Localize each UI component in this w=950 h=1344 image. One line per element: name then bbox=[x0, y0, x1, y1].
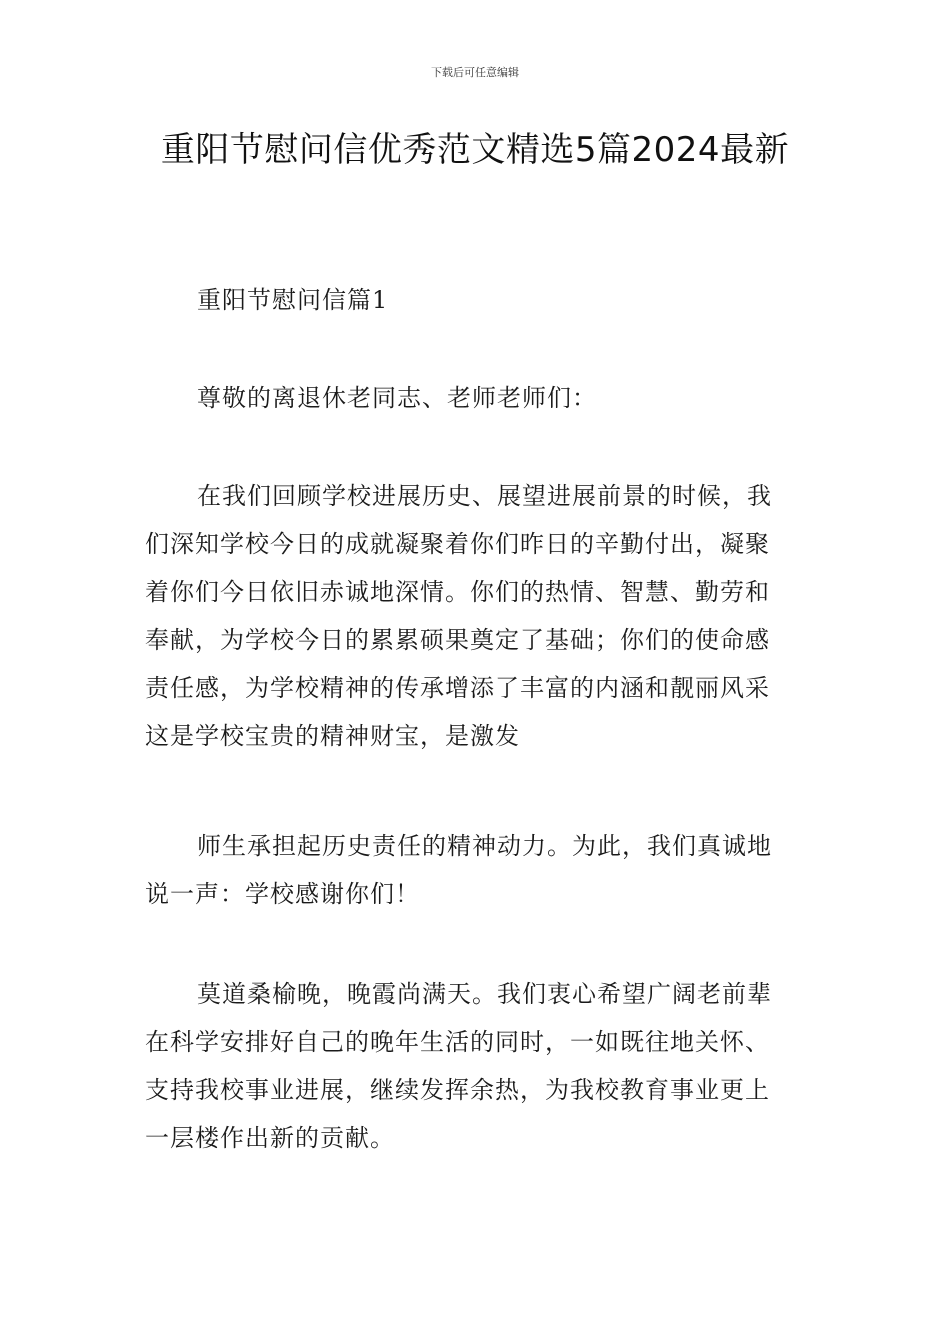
header-note: 下载后可任意编辑 bbox=[431, 66, 519, 79]
salutation bbox=[145, 374, 810, 422]
paragraph-line: 支持我校事业进展，继续发挥余热，为我校教育事业更上 bbox=[145, 1076, 770, 1104]
paragraph-line: 们深知学校今日的成就凝聚着你们昨日的辛勤付出，凝聚 bbox=[145, 530, 770, 558]
paragraph-1 bbox=[145, 472, 810, 760]
paragraph-3 bbox=[145, 970, 810, 1162]
paragraph-line: 责任感，为学校精神的传承增添了丰富的内涵和靓丽风采 bbox=[145, 674, 770, 702]
document-title: 重阳节慰问信优秀范文精选5篇2024最新 bbox=[160, 130, 790, 170]
paragraph-line: 一层楼作出新的贡献。 bbox=[145, 1124, 395, 1152]
paragraph-line: 在我们回顾学校进展历史、展望进展前景的时候，我 bbox=[197, 482, 772, 510]
section-heading-text: 重阳节慰问信篇1 bbox=[197, 286, 389, 314]
paragraph-line: 这是学校宝贵的精神财宝，是激发 bbox=[145, 722, 520, 750]
paragraph-line: 在科学安排好自己的晚年生活的同时，一如既往地关怀、 bbox=[145, 1028, 770, 1056]
paragraph-line: 师生承担起历史责任的精神动力。为此，我们真诚地 bbox=[197, 832, 772, 860]
salutation-text: 尊敬的离退休老同志、老师老师们： bbox=[197, 384, 597, 412]
paragraph-line: 着你们今日依旧赤诚地深情。你们的热情、智慧、勤劳和 bbox=[145, 578, 770, 606]
section-heading bbox=[145, 276, 810, 324]
paragraph-line: 奉献，为学校今日的累累硕果奠定了基础；你们的使命感 bbox=[145, 626, 770, 654]
paragraph-2 bbox=[145, 822, 810, 918]
paragraph-line: 莫道桑榆晚，晚霞尚满天。我们衷心希望广阔老前辈 bbox=[197, 980, 772, 1008]
paragraph-line: 说一声：学校感谢你们！ bbox=[145, 880, 420, 908]
